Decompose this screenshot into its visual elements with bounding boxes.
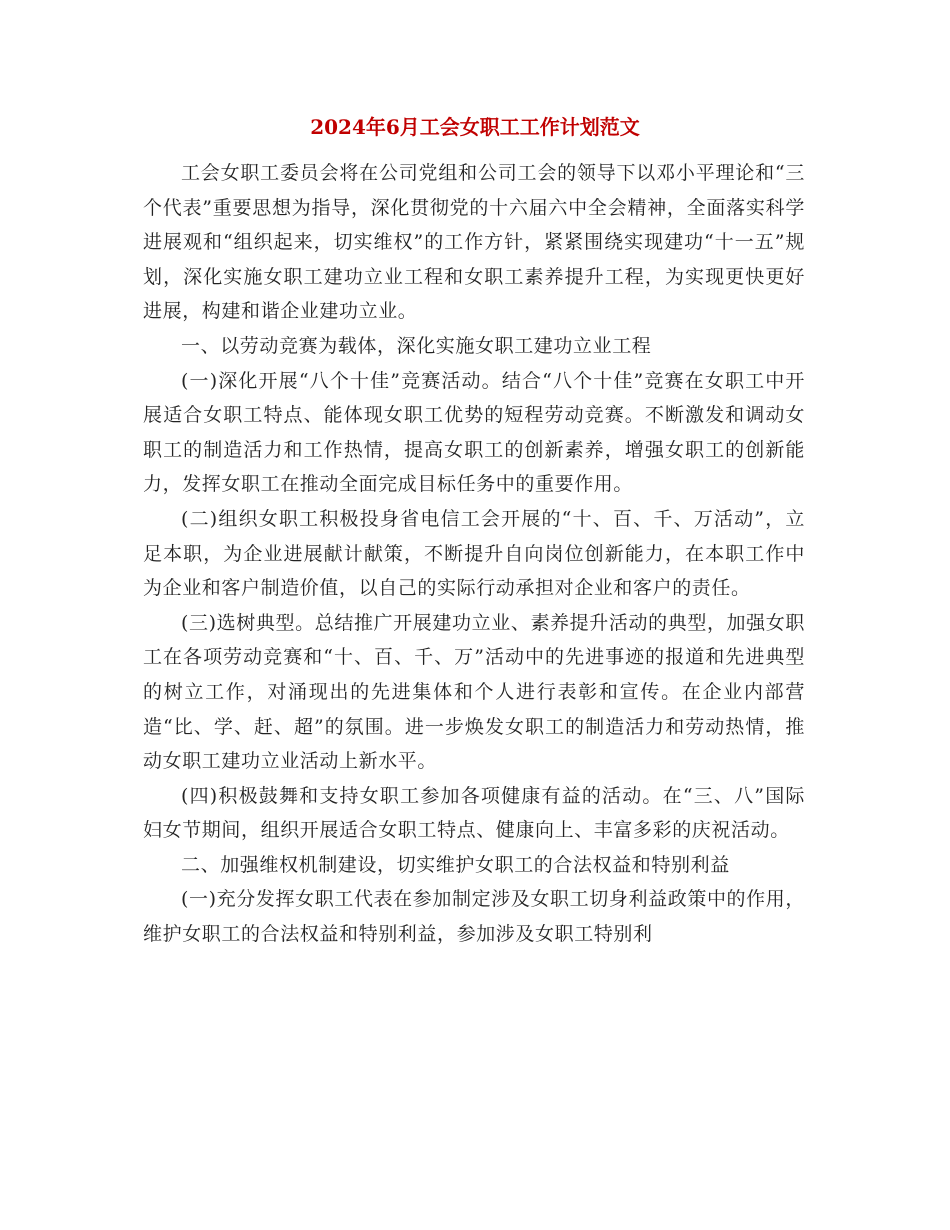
section-heading-1: 一、以劳动竞赛为载体，深化实施女职工建功立业工程	[181, 334, 652, 357]
document-title: 2024年6月工会女职工工作计划范文	[310, 115, 640, 139]
document-body	[143, 156, 805, 952]
paragraph-item-1-3: (三)选树典型。总结推广开展建功立业、素养提升活动的典型，加强女职工在各项劳动竞赛和“十、百、千、万”活动中的先进事迹的报道和先进典型的树立工作，对涌现出的先进集体和个人进行表彰和宣传。在企业内部营造“比、学、赶、超”的氛围。进一步焕发女职工的制造活力和劳动热情，推动女职工建功立业活动上新水平。	[143, 611, 805, 773]
paragraph-item-1-4: (四)积极鼓舞和支持女职工参加各项健康有益的活动。在“三、八”国际妇女节期间，组织开展适合女职工特点、健康向上、丰富多彩的庆祝活动。	[143, 784, 805, 842]
section-heading-2: 二、加强维权机制建设，切实维护女职工的合法权益和特别利益	[181, 853, 730, 876]
paragraph-item-2-1: (一)充分发挥女职工代表在参加制定涉及女职工切身利益政策中的作用，维护女职工的合法权益和特别利益，参加涉及女职工特别利	[143, 888, 805, 946]
paragraph-item-1-2: (二)组织女职工积极投身省电信工会开展的“十、百、千、万活动”，立足本职，为企业进展献计献策，不断提升自向岗位创新能力，在本职工作中为企业和客户制造价值，以自己的实际行动承担对企业和客户的责任。	[143, 507, 805, 600]
paragraph-intro: 工会女职工委员会将在公司党组和公司工会的领导下以邓小平理论和“三个代表”重要思想为指导，深化贯彻党的十六届六中全会精神，全面落实科学进展观和“组织起来，切实维权”的工作方针，紧紧围绕实现建功“十一五”规划，深化实施女职工建功立业工程和女职工素养提升工程，为实现更快更好进展，构建和谐企业建功立业。	[143, 162, 805, 323]
paragraph-item-1-1: (一)深化开展“八个十佳”竞赛活动。结合“八个十佳”竞赛在女职工中开展适合女职工特点、能体现女职工优势的短程劳动竞赛。不断激发和调动女职工的制造活力和工作热情，提高女职工的创新素养，增强女职工的创新能力，发挥女职工在推动全面完成目标任务中的重要作用。	[143, 369, 805, 496]
